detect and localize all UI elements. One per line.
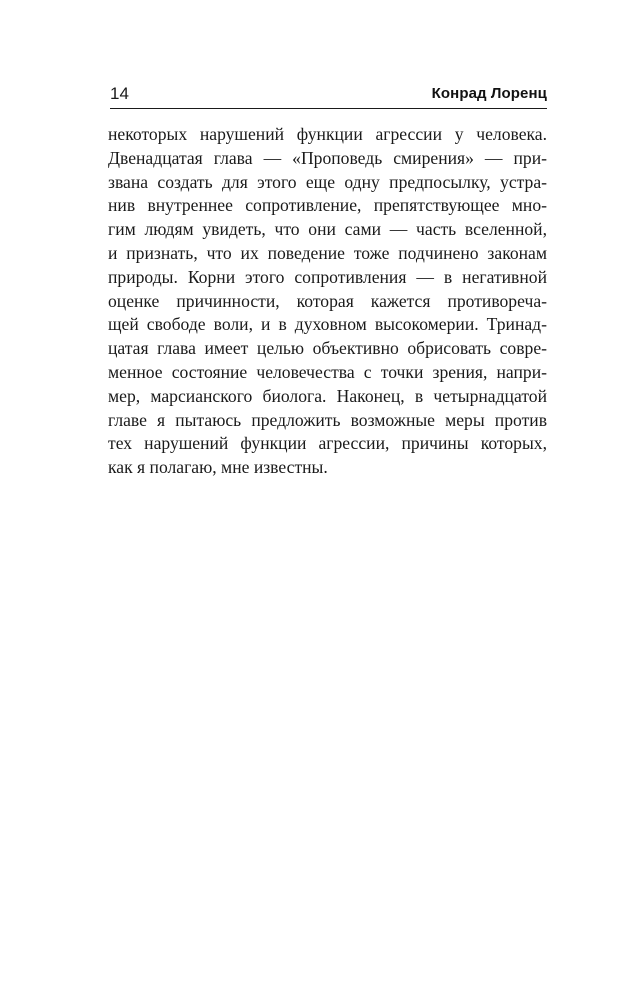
text-line: менное состояние человечества с точки зрения, напри- xyxy=(108,361,547,382)
text-line: щей свободе воли, и в духовном высокомерии. Тринад- xyxy=(108,314,547,335)
running-title-author: Конрад Лоренц xyxy=(431,85,547,102)
text-line: оценке причинности, которая кажется противореча- xyxy=(108,290,547,311)
text-line: Двенадцатая глава — «Проповедь смирения» — при- xyxy=(108,147,547,168)
running-head xyxy=(110,84,547,109)
text-line: природы. Корни этого сопротивления — в негативной xyxy=(108,266,547,287)
body-paragraph xyxy=(108,123,547,480)
text-line: звана создать для этого еще одну предпосылку, устра- xyxy=(108,171,547,192)
text-line: мер, марсианского биолога. Наконец, в четырнадцатой xyxy=(108,385,547,406)
text-line: гим людям увидеть, что они сами — часть вселенной, xyxy=(108,219,547,240)
text-line: цатая глава имеет целью объективно обрисовать совре- xyxy=(108,338,547,359)
text-line-last: как я полагаю, мне известны. xyxy=(108,457,328,478)
text-line: главе я пытаюсь предложить возможные меры против xyxy=(108,409,547,430)
text-line: тех нарушений функции агрессии, причины которых, xyxy=(108,433,547,454)
page-number: 14 xyxy=(110,84,129,103)
text-line: нив внутреннее сопротивление, препятствующее мно- xyxy=(108,195,547,216)
text-line: и признать, что их поведение тоже подчинено законам xyxy=(108,242,547,263)
text-line: некоторых нарушений функции агрессии у человека. xyxy=(108,124,547,144)
